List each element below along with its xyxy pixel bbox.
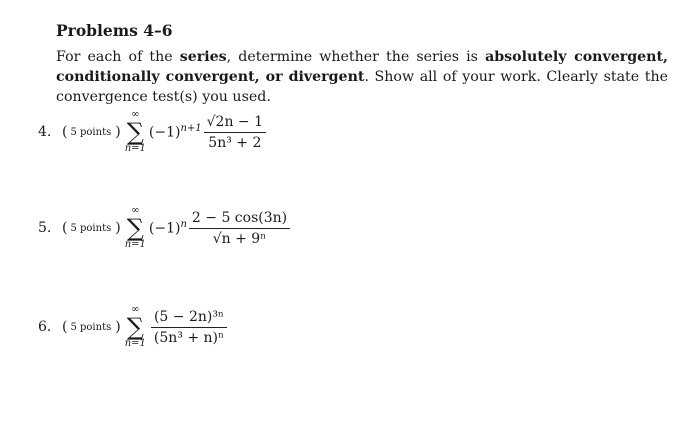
problem-number: 5. xyxy=(38,220,52,236)
instructions-paragraph xyxy=(56,47,668,107)
sign-factor: $(-1)^{n+1}$ xyxy=(148,123,202,141)
sum-lower-limit: n=1 xyxy=(124,239,146,250)
sum-upper-limit: ∞ xyxy=(131,304,140,315)
intro-text-3: . Show all of your work. Clearly state the convergence test(s) you used. xyxy=(56,69,668,105)
problem-points: 5 points xyxy=(70,321,112,333)
problem-6: 6. ( 5 points ) ∞ ∑ n=1 $\frac{\text{(5 − 2n)³ⁿ}}{\text{(5n³ + n)ⁿ}}$ xyxy=(38,305,227,349)
sum-upper-limit: ∞ xyxy=(131,205,140,216)
series-fraction xyxy=(204,114,266,151)
fraction-denominator: √n + 9ⁿ xyxy=(212,230,267,247)
summation-symbol: ∞ ∑ n=1 xyxy=(124,109,146,154)
intro-bold-series: series xyxy=(179,49,227,65)
fraction-denominator: 5n³ + 2 xyxy=(208,134,262,151)
series-fraction xyxy=(189,210,290,247)
sign-factor: $(-1)^n$ xyxy=(148,219,187,237)
summation-symbol: ∞ ∑ n=1 xyxy=(124,304,146,349)
sum-upper-limit: ∞ xyxy=(131,109,140,120)
fraction-numerator: (5 − 2n)³ⁿ xyxy=(151,309,227,328)
page-title: Problems 4–6 xyxy=(56,21,173,40)
sum-lower-limit: n=1 xyxy=(124,338,146,349)
problem-number: 4. xyxy=(38,124,52,140)
intro-bold-classifications: absolutely convergent, conditionally convergent, or divergent xyxy=(56,49,668,85)
problem-number: 6. xyxy=(38,319,52,335)
fraction-numerator: √2n − 1 xyxy=(204,114,266,133)
sum-lower-limit: n=1 xyxy=(124,143,146,154)
intro-text-1: For each of the xyxy=(56,49,180,65)
fraction-numerator: 2 − 5 cos(3n) xyxy=(189,210,290,229)
problem-5: 5. ( 5 points ) ∞ ∑ n=1 $(-1)^n$ $\frac{2 - 5 \cos(3n)}{\text{√n + 9ⁿ}}$ xyxy=(38,206,290,250)
series-fraction xyxy=(151,309,227,346)
problem-4: 4. ( 5 points ) ∞ ∑ n=1 $(-1)^{n+1}$ $\frac{√2n - 1}{\text{5n³ + 2}}$ xyxy=(38,110,266,154)
summation-symbol: ∞ ∑ n=1 xyxy=(124,205,146,250)
problem-points: 5 points xyxy=(70,222,112,234)
intro-text-2: , determine whether the series is xyxy=(226,49,486,65)
fraction-denominator: (5n³ + n)ⁿ xyxy=(153,329,225,346)
problem-points: 5 points xyxy=(70,126,112,138)
